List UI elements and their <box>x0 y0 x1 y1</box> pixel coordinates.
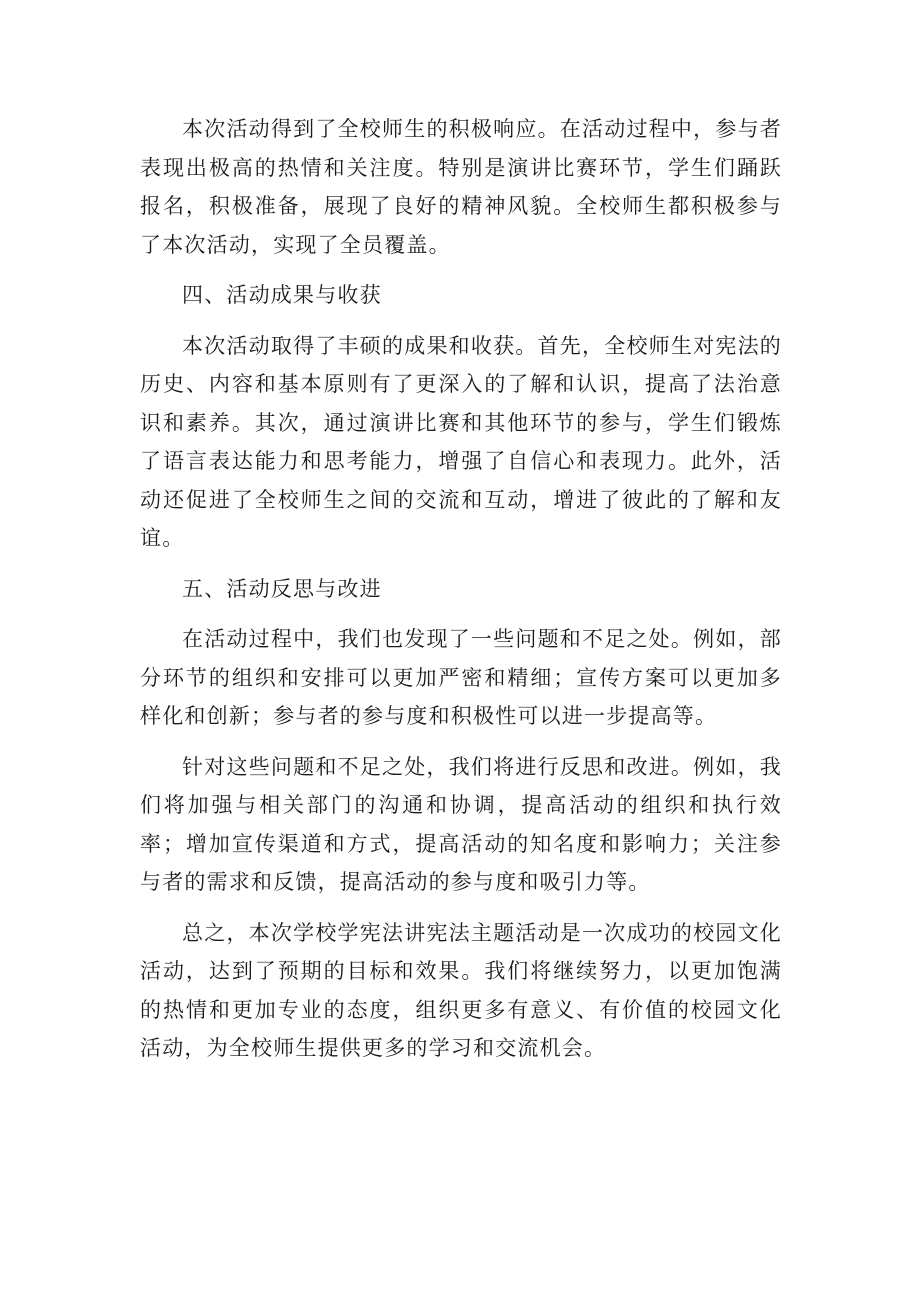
section-heading-reflection: 五、活动反思与改进 <box>182 576 382 601</box>
paragraph-conclusion: 总之，本次学校学宪法讲宪法主题活动是一次成功的校园文化活动，达到了预期的目标和效果。我们将继续努力，以更加饱满的热情和更加专业的态度，组织更多有意义、有价值的校园文化活动，为全校师生提供更多的学习和交流机会。 <box>140 920 782 1060</box>
paragraph-improvements: 针对这些问题和不足之处，我们将进行反思和改进。例如，我们将加强与相关部门的沟通和协调，提高活动的组织和执行效率；增加宣传渠道和方式，提高活动的知名度和影响力；关注参与者的需求和反馈，提高活动的参与度和吸引力等。 <box>140 754 782 894</box>
paragraph-participation: 本次活动得到了全校师生的积极响应。在活动过程中，参与者表现出极高的热情和关注度。特别是演讲比赛环节，学生们踊跃报名，积极准备，展现了良好的精神风貌。全校师生都积极参与了本次活动，实现了全员覆盖。 <box>140 117 782 257</box>
paragraph-problems: 在活动过程中，我们也发现了一些问题和不足之处。例如，部分环节的组织和安排可以更加严密和精细；宣传方案可以更加多样化和创新；参与者的参与度和积极性可以进一步提高等。 <box>140 627 782 728</box>
document-body <box>140 110 782 1080</box>
section-heading-results: 四、活动成果与收获 <box>182 283 382 307</box>
paragraph-results: 本次活动取得了丰硕的成果和收获。首先，全校师生对宪法的历史、内容和基本原则有了更深入的了解和认识，提高了法治意识和素养。其次，通过演讲比赛和其他环节的参与，学生们锻炼了语言表达能力和思考能力，增强了自信心和表现力。此外，活动还促进了全校师生之间的交流和互动，增进了彼此的了解和友谊。 <box>140 333 782 550</box>
